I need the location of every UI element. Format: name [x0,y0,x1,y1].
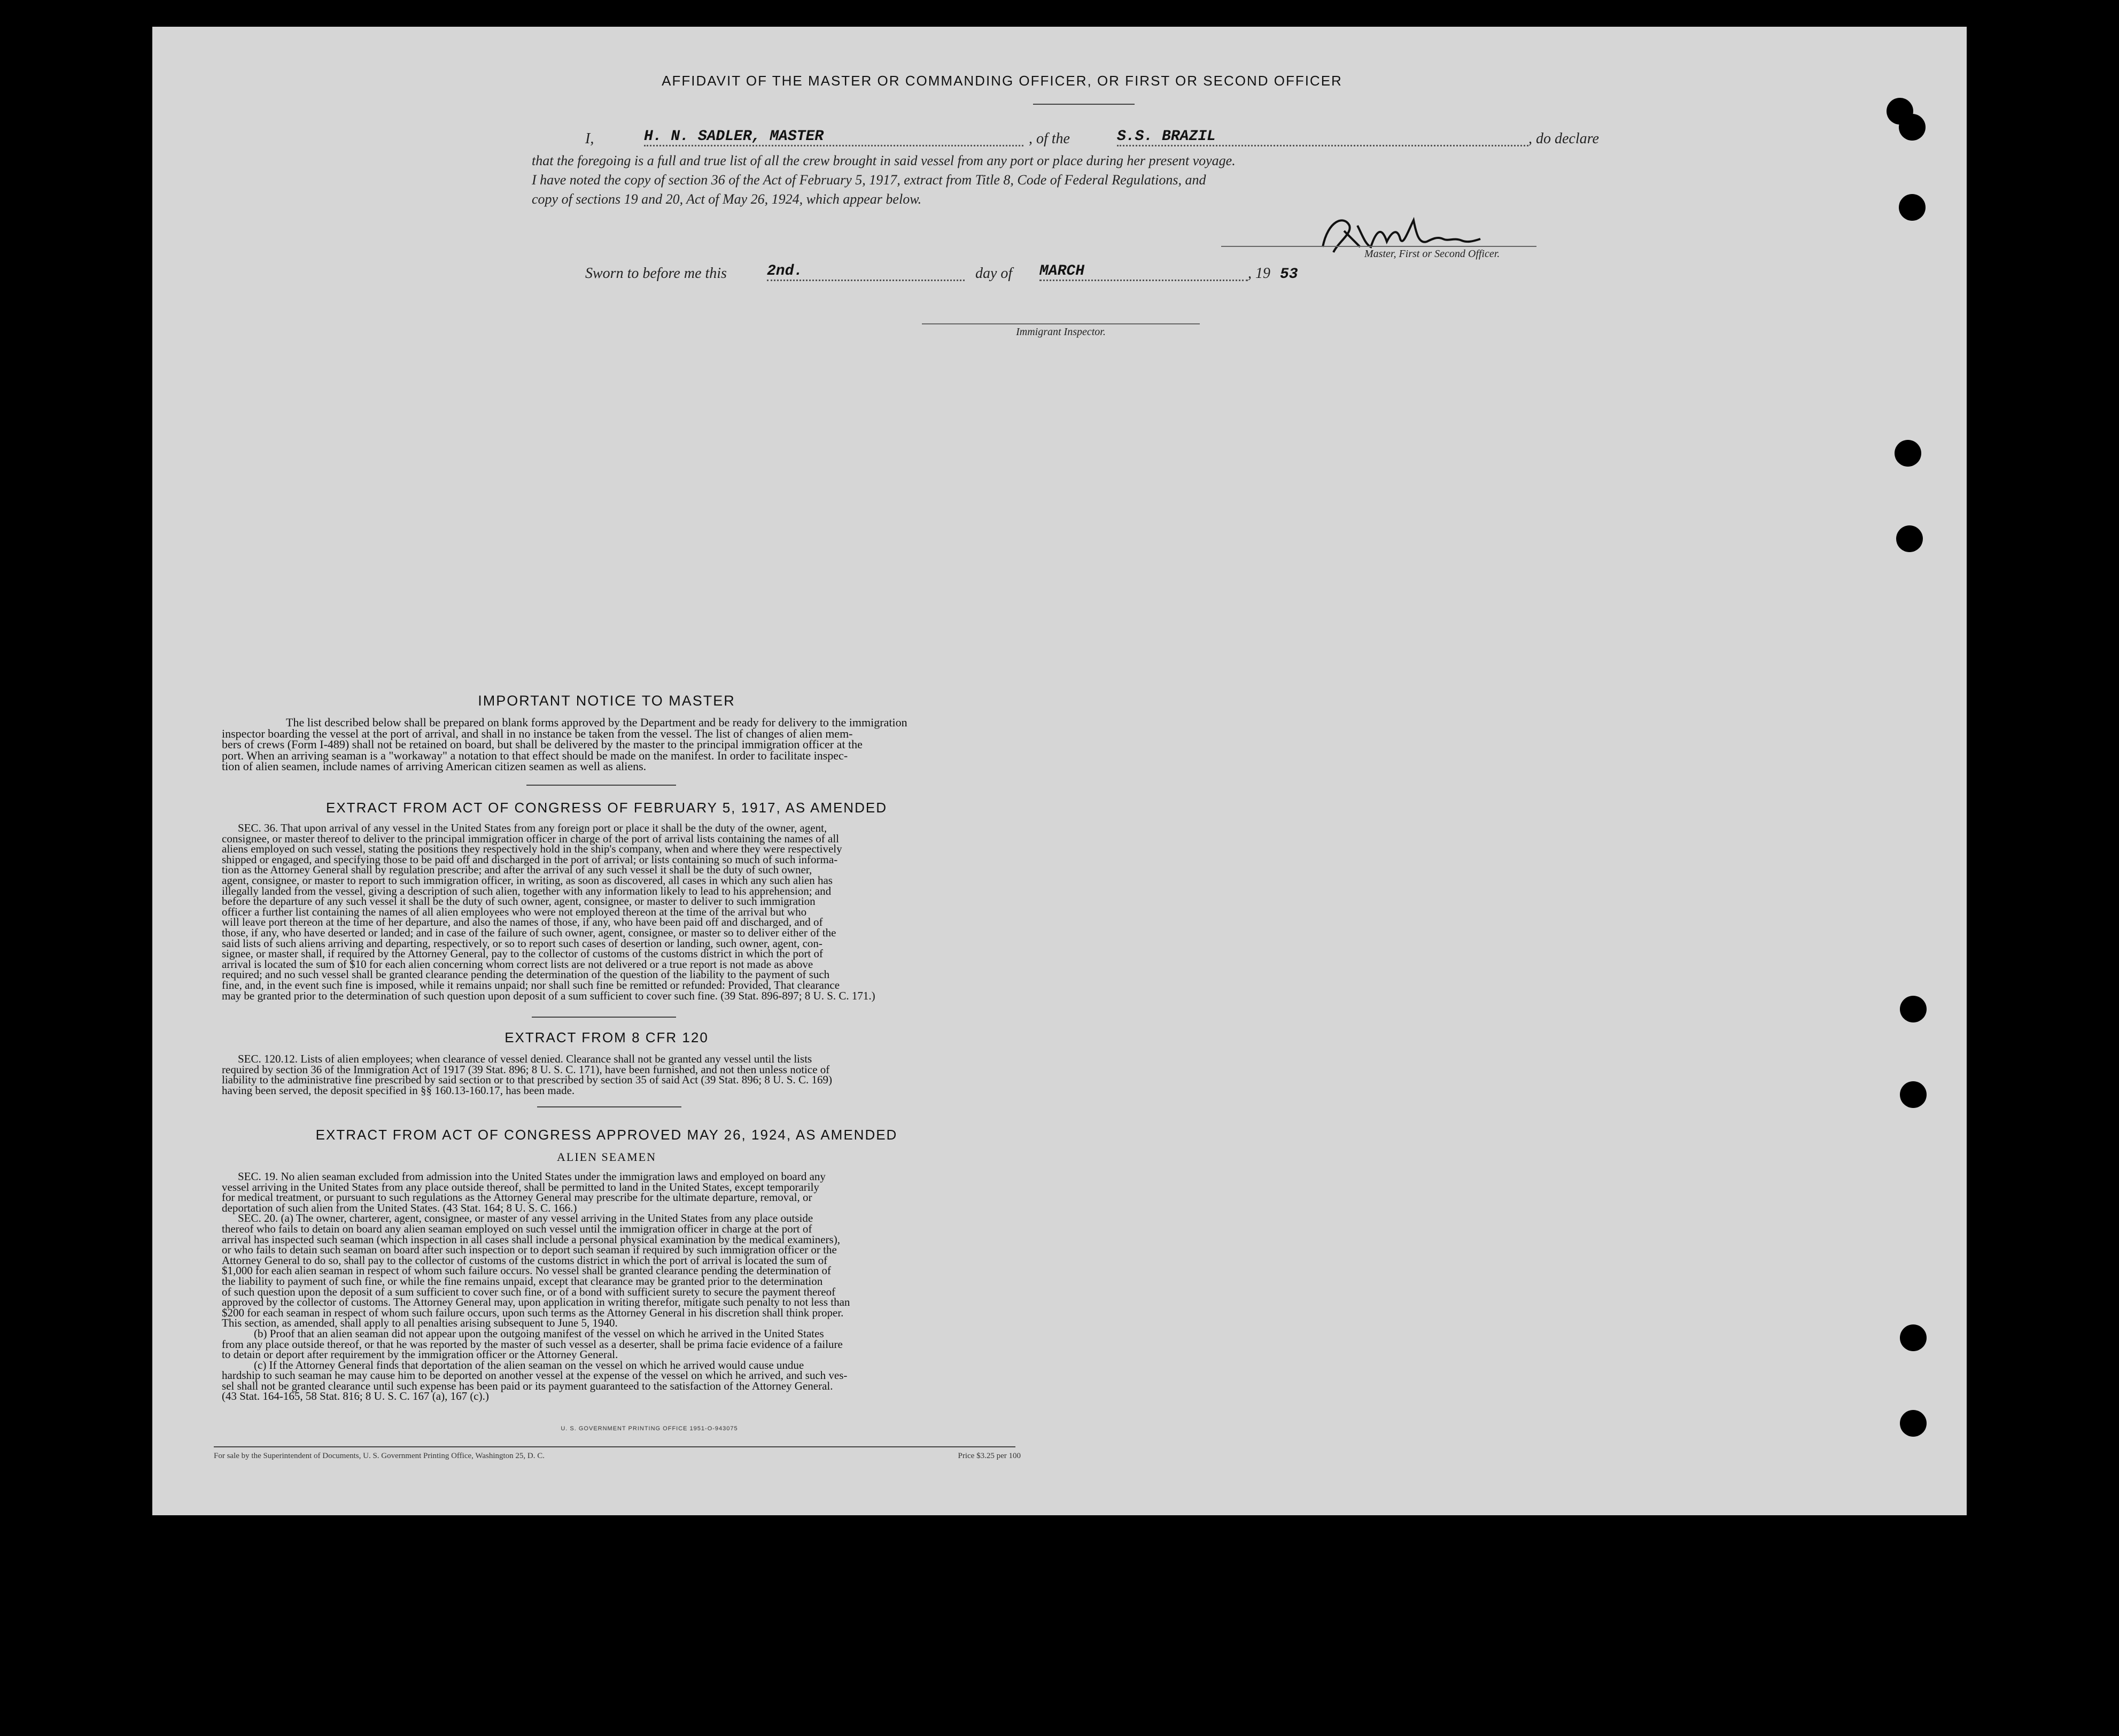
day-of-label: day of [975,265,1013,282]
master-name-field: H. N. SADLER, MASTER [644,128,1023,146]
extract-1917-line: signee, or master shall, if required by the Attorney General, pay to the collector of customs of the customs district in which the port of [222,947,823,960]
binder-hole [1900,996,1927,1022]
extract-1924-body [222,1172,997,1402]
binder-hole [1896,525,1923,552]
extract-1917-line: agent, consignee, or master to report to such immigration officer, in writing, as soon as discovered, all cases in which any such alien has [222,873,833,887]
inspector-line [922,323,1200,324]
extract-1917-line: SEC. 36. That upon arrival of any vessel in the United States from any foreign port or place it shall be the duty of the owner, agent, [238,821,827,834]
extract-1924-line: from any place outside thereof, or that he was reported by the master of such vessel as a deserter, shall be prima facie evidence of a failure [222,1337,843,1351]
declaration-line-2: that the foregoing is a full and true list of all the crew brought in said vessel from any port or place during her present voyage. [532,153,1236,168]
notice-line: inspector boarding the vessel at the port of arrival, and shall in no instance be taken from the vessel. The list of changes of alien mem- [222,726,853,740]
extract-1917-line: illegally landed from the vessel, giving a description of such alien, together with any information likely to lead to his apprehension; and [222,884,832,897]
month-field: MARCH [1039,263,1248,281]
extract-1917-line: those, if any, who have deserted or landed; and in case of the failure of such owner, agent, consignee, or master so to deliver either of the [222,926,836,939]
extract-8cfr-title: EXTRACT FROM 8 CFR 120 [504,1029,709,1045]
document-page [152,27,1967,1515]
extract-1924-line: of such question upon the deposit of a sum sufficient to cover such fine, or of a bond with sufficient surety to secure the payment thereof [222,1285,836,1298]
notice-line: The list described below shall be prepared on blank forms approved by the Department and be ready for delivery to the immigration [286,716,907,729]
extract-1924-line: sel shall not be granted clearance until such expense has been paid or its payment guaranteed to the satisfaction of the Attorney General. [222,1379,833,1392]
declaration-line-4: copy of sections 19 and 20, Act of May 26, 1924, which appear below. [532,191,922,207]
extract-1924-line: deportation of such alien from the United States. (43 Stat. 164; 8 U. S. C. 166.) [222,1201,577,1214]
extract-1924-line: approved by the collector of customs. The Attorney General may, upon application in writing therefor, mitigate such penalty to not less than [222,1296,850,1309]
extract-1924-line: $1,000 for each alien seaman in respect of whom such failure occurs. No vessel shall be granted clearance pending the determination of [222,1264,831,1277]
declaration-line-3: I have noted the copy of section 36 of the Act of February 5, 1917, extract from Title 8, Code of Federal Regulations, and [532,172,1206,188]
extract-1924-line: (b) Proof that an alien seaman did not appear upon the outgoing manifest of the vessel on which he arrived in the United States [254,1327,824,1340]
binder-hole [1900,1410,1927,1437]
extract-8cfr-line: SEC. 120.12. Lists of alien employees; when clearance of vessel denied. Clearance shall not be granted any vessel until the lists [238,1052,812,1065]
binder-hole [1899,194,1926,221]
section-divider [537,1106,681,1107]
extract-1917-line: required; and no such vessel shall be granted clearance pending the determination of the question of the liability to the payment of such [222,968,830,981]
affidavit-title: AFFIDAVIT OF THE MASTER OR COMMANDING OFFICER, OR FIRST OR SECOND OFFICER [662,73,1342,89]
sworn-line [585,265,1440,289]
notice-body [222,717,991,772]
extract-1924-line: (43 Stat. 164-165, 58 Stat. 816; 8 U. S. C. 167 (a), 167 (c).) [222,1390,489,1403]
extract-1924-line: vessel arriving in the United States from any place outside thereof, shall be permitted to land in the United States, except temporarily [222,1180,819,1194]
notice-title: IMPORTANT NOTICE TO MASTER [478,693,735,709]
extract-1924-line: thereof who fails to detain on board any alien seaman employed on such vessel until the immigration officer in charge at the port of [222,1222,812,1235]
extract-1924-line: hardship to such seaman he may cause him to be deported on another vessel at the expense of the vessel on which he arrived, and such ves- [222,1369,848,1382]
do-declare-label: , do declare [1528,130,1599,147]
extract-1917-line: may be granted prior to the determination of such question upon deposit of a sum sufficient to cover such fine. (39 Stat. 896-897; 8 U. S. C. 171.) [222,989,875,1002]
signature-line [1221,246,1536,247]
extract-1924-line: SEC. 19. No alien seaman excluded from admission into the United States under the immigration laws and employed on board any [238,1170,826,1183]
extract-8cfr-body [222,1054,997,1096]
i-label: I, [585,130,594,147]
of-the-label: , of the [1029,130,1070,147]
notice-line: bers of crews (Form I-489) shall not be retained on board, but shall be delivered by the master to the principal immigration officer at the [222,738,863,751]
extract-8cfr-line: required by section 36 of the Immigration Act of 1917 (39 Stat. 896; 8 U. S. C. 171), have been furnished, and not then unless notice of [222,1063,830,1076]
extract-1924-line: This section, as amended, shall apply to all penalties arising subsequent to June 5, 1940. [222,1316,618,1330]
year-prefix: , 19 [1248,265,1270,282]
signature-caption: Master, First or Second Officer. [1364,248,1500,260]
extract-1917-line: arrival is located the sum of $10 for each alien concerning whom correct lists are not delivered or a true report is not made as above [222,957,813,971]
extract-1917-line: shipped or engaged, and specifying those to be paid off and discharged in the port of arrival; or lists containing so much of such informa- [222,852,838,866]
gpo-imprint: U. S. GOVERNMENT PRINTING OFFICE 1951-O-943075 [561,1425,738,1432]
section-divider [532,1017,676,1018]
extract-1917-line: tion as the Attorney General shall by regulation prescribe; and after the arrival of any such vessel it shall be the duty of such owner, [222,863,812,877]
extract-1924-line: to detain or deport after requirement by the immigration officer or the Attorney General. [222,1348,618,1361]
extract-1917-line: fine, and, in the event such fine is imposed, while it remains unpaid; nor shall such fine be remitted or refunded: Provided, That clearance [222,978,840,991]
declaration-line-1 [585,130,1788,152]
extract-1924-line: the liability to payment of such fine, or while the fine remains unpaid, except that clearance may be granted prior to the determination [222,1274,823,1288]
extract-8cfr-line: liability to the administrative fine prescribed by said section or to that prescribed by section 35 of said Act (39 Stat. 896; 8 U. S. C. 169) [222,1073,832,1087]
binder-hole [1900,1324,1927,1351]
notice-line: tion of alien seamen, include names of arriving American citizen seamen as well as aliens. [222,759,647,773]
binder-hole [1900,1081,1927,1108]
footer-rule [214,1446,1015,1447]
sale-notice: For sale by the Superintendent of Documents, U. S. Government Printing Office, Washington 25, D. C. [214,1452,545,1460]
extract-1924-title: EXTRACT FROM ACT OF CONGRESS APPROVED MAY 26, 1924, AS AMENDED [315,1127,898,1143]
notice-line: port. When an arriving seaman is a "workaway" a notation to that effect should be made on the manifest. In order to facilitate inspec- [222,748,848,762]
extract-1917-line: consignee, or master thereof to deliver to the principal immigration officer in charge of the port of arrival lists containing the names of all [222,832,840,845]
binder-hole [1895,440,1921,467]
vessel-field: S.S. BRAZIL [1117,128,1528,146]
binder-hole [1899,114,1926,141]
extract-1924-line: for medical treatment, or pursuant to such regulations as the Attorney General may prescribe for the ultimate departure, removal, or [222,1191,812,1204]
extract-1917-title: EXTRACT FROM ACT OF CONGRESS OF FEBRUARY 5, 1917, AS AMENDED [326,800,887,816]
inspector-label: Immigrant Inspector. [1016,326,1106,338]
section-divider [526,785,676,786]
title-divider [1033,104,1135,105]
extract-1917-line: officer a further list containing the names of all alien employees who were not employed thereon at the time of the arrival but who [222,905,807,918]
day-field: 2nd. [767,263,965,281]
extract-1917-line: before the departure of any such vessel it shall be the duty of such owner, agent, consignee, or master to deliver to such immigration [222,895,816,908]
extract-1924-line: (c) If the Attorney General finds that deportation of the alien seaman on the vessel on which he arrived would cause undue [254,1358,804,1371]
extract-1924-subtitle: ALIEN SEAMEN [557,1150,656,1164]
extract-1917-line: said lists of such aliens arriving and departing, respectively, or so to report such cases of desertion or landing, such owner, agent, con- [222,936,822,950]
price-notice: Price $3.25 per 100 [958,1452,1021,1460]
extract-1924-line: SEC. 20. (a) The owner, charterer, agent, consignee, or master of any vessel arriving in the United States from any place outside [238,1212,813,1225]
extract-8cfr-line: having been served, the deposit specified in §§ 160.13-160.17, has been made. [222,1083,575,1097]
extract-1924-line: Attorney General to do so, shall pay to the collector of customs of the customs district in which the port of arrival is located the sum of [222,1253,828,1267]
extract-1924-line: arrival has inspected such seaman (which inspection in all cases shall include a personal physical examination by the medical examiners), [222,1233,840,1246]
extract-1917-body [222,823,997,1001]
extract-1924-line: or who fails to detain such seaman on board after such inspection or to deport such seaman if required by such immigration officer or the [222,1243,837,1257]
extract-1924-line: $200 for each seaman in respect of whom such failure occurs, upon such terms as the Attorney General in his discretion shall think proper. [222,1306,844,1319]
year-field: 53 [1280,266,1298,283]
sworn-label: Sworn to before me this [585,265,727,282]
extract-1917-line: aliens employed on such vessel, stating the positions they respectively hold in the ship's company, when and where they were respectively [222,842,842,856]
extract-1917-line: will leave port thereon at the time of her departure, and also the names of those, if any, who have been paid off and discharged, and of [222,916,823,929]
